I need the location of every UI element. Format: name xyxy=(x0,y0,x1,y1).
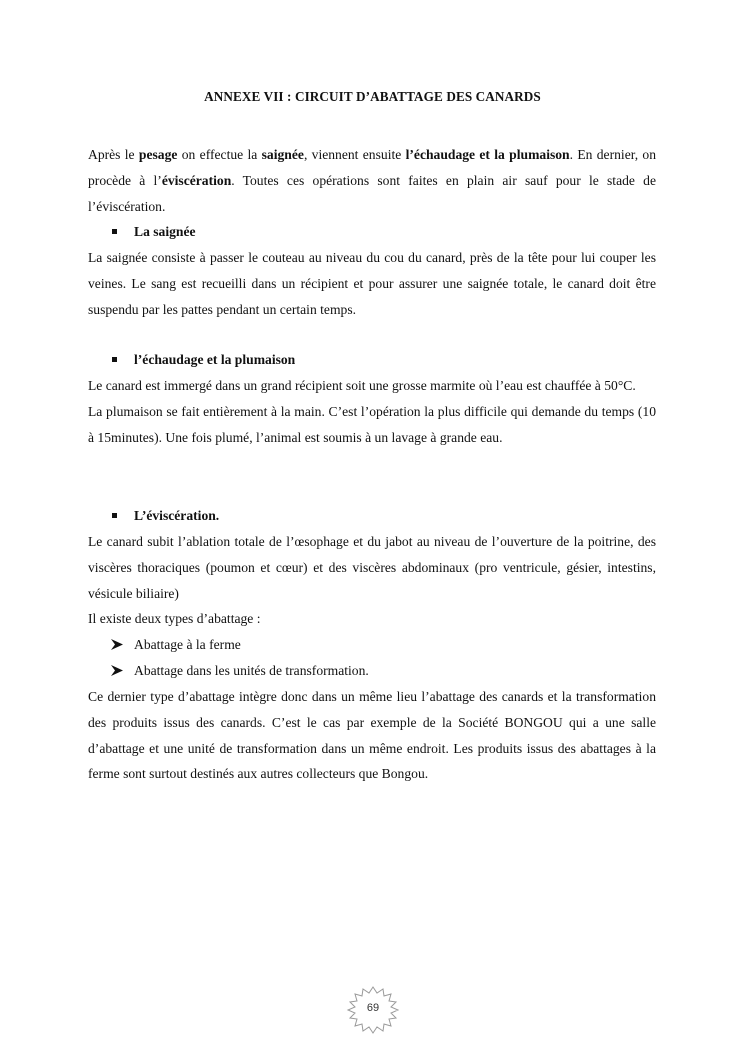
intro-term-saignee: saignée xyxy=(261,147,304,162)
section-saignee xyxy=(88,219,656,323)
section-heading xyxy=(88,503,656,529)
list-item xyxy=(88,632,656,658)
section-paragraph: La plumaison se fait entièrement à la main. C’est l’opération la plus difficile qui demande du temps (10 à 15minutes). Une fois plumé, l’animal est soumis à un lavage à grande eau. xyxy=(88,403,656,445)
section-heading-text: L’éviscération. xyxy=(134,508,220,523)
page-title: ANNEXE VII : CIRCUIT D’ABATTAGE DES CANARDS xyxy=(204,89,541,104)
section-evisceration xyxy=(88,503,656,607)
section-heading-text: La saignée xyxy=(134,224,196,239)
arrow-bullet-icon xyxy=(110,638,124,651)
page-number: 69 xyxy=(366,1002,380,1014)
intro-text-5: . Toutes ces opérations sont faites en plain air sauf pour le stade de l’éviscération. xyxy=(88,172,656,214)
intro-text-4: . En dernier, on procède à l’ xyxy=(88,147,657,188)
intro-paragraph xyxy=(88,142,656,220)
square-bullet-icon xyxy=(112,513,117,518)
square-bullet-icon xyxy=(112,357,117,362)
types-block xyxy=(88,606,656,787)
section-echaudage xyxy=(88,347,656,451)
types-conclusion: Ce dernier type d’abattage intègre donc dans un même lieu l’abattage des canards et la transformation des produits issus des canards. C’est le cas par exemple de la Société BONGOU qui a une salle d’abattage et une unité de transformation dans un même endroit. Les produits issus des abattages à la ferme sont surtout destinés aux autres collecteurs que Bongou. xyxy=(88,688,656,782)
section-paragraph: Le canard subit l’ablation totale de l’œsophage et du jabot au niveau de l’ouverture de la poitrine, des viscères thoraciques (poumon et cœur) et des viscères abdominaux (pro ventricule, gésier, intestins, vésicule biliaire) xyxy=(88,533,656,601)
section-paragraph: La saignée consiste à passer le couteau au niveau du cou du canard, près de la tête pour lui couper les veines. Le sang est recueilli dans un récipient et pour assurer une saignée totale, le canard doit être suspendu par les pattes pendant un certain temps. xyxy=(88,249,656,317)
intro-term-echaudage: l’échaudage et la plumaison xyxy=(405,147,570,162)
intro-text-3: , viennent ensuite xyxy=(303,147,406,162)
intro-term-pesage: pesage xyxy=(138,147,178,162)
section-heading xyxy=(88,219,656,245)
intro-text-2: on effectue la xyxy=(177,147,262,162)
square-bullet-icon xyxy=(112,229,117,234)
section-paragraph: Le canard est immergé dans un grand récipient soit une grosse marmite où l’eau est chauffée à 50°C. xyxy=(88,377,636,393)
arrow-bullet-icon xyxy=(110,664,124,677)
section-heading xyxy=(88,347,656,373)
list-item-text: Abattage à la ferme xyxy=(134,636,241,652)
intro-term-evisceration: éviscération xyxy=(161,172,232,188)
types-intro: Il existe deux types d’abattage : xyxy=(88,611,261,626)
list-item xyxy=(88,658,656,684)
intro-text-1: Après le xyxy=(88,147,139,162)
section-heading-text: l’échaudage et la plumaison xyxy=(134,352,296,367)
list-item-text: Abattage dans les unités de transformation. xyxy=(134,662,369,678)
intro-block xyxy=(88,142,656,220)
